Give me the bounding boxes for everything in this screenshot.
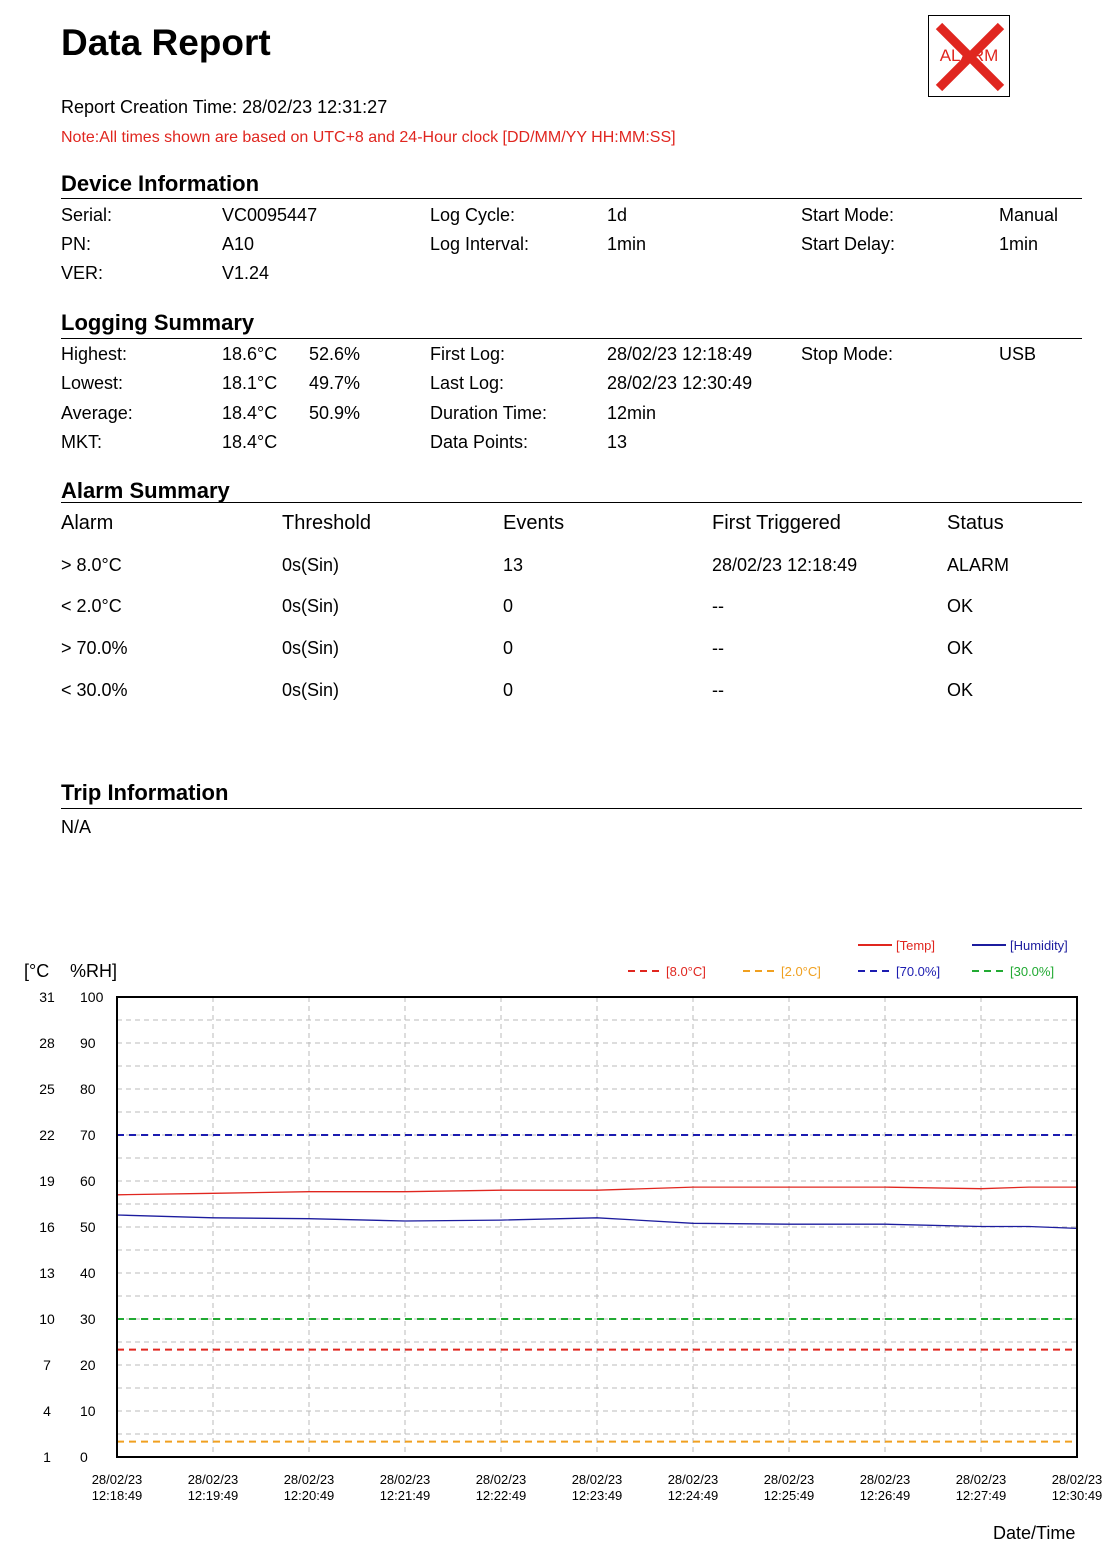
x-tick-time: 12:30:49: [1051, 1488, 1103, 1503]
temp-axis-label: [°C: [24, 961, 50, 981]
x-tick-date: 28/02/23: [283, 1472, 335, 1487]
data-points-value: 13: [607, 432, 628, 452]
x-axis-label: Date/Time: [993, 1523, 1076, 1543]
temp-tick-label: 1: [43, 1449, 51, 1465]
threshold-col-header: Threshold: [282, 512, 371, 534]
duration-label: Duration Time:: [430, 403, 548, 423]
serial-label: Serial:: [61, 205, 113, 225]
x-tick-date: 28/02/23: [859, 1472, 911, 1487]
humidity-tick-label: 100: [80, 989, 104, 1005]
humidity-tick-label: 90: [80, 1035, 96, 1051]
humidity-tick-label: 20: [80, 1357, 96, 1373]
humidity-tick-label: 70: [80, 1127, 96, 1143]
temp-tick-label: 13: [39, 1265, 55, 1281]
events-cell: 13: [503, 555, 524, 575]
alarm-badge: [928, 15, 1010, 97]
temp-tick-label: 7: [43, 1357, 51, 1373]
x-tick-date: 28/02/23: [667, 1472, 719, 1487]
x-tick-date: 28/02/23: [91, 1472, 143, 1487]
trip-info-value: N/A: [61, 817, 92, 837]
mkt-label: MKT:: [61, 432, 103, 452]
mkt-temp: 18.4°C: [222, 432, 278, 452]
serial-value: VC0095447: [222, 205, 318, 225]
report-creation-time: Report Creation Time: 28/02/23 12:31:27: [61, 97, 388, 117]
lowest-temp: 18.1°C: [222, 373, 278, 393]
legend-label-humidity: [Humidity]: [1010, 938, 1068, 953]
duration-value: 12min: [607, 403, 657, 423]
humidity-tick-label: 50: [80, 1219, 96, 1235]
ver-label: VER:: [61, 263, 104, 283]
highest-label: Highest:: [61, 344, 128, 364]
temp-tick-label: 31: [39, 989, 55, 1005]
events-col-header: Events: [503, 512, 565, 534]
alarm-cell: < 30.0%: [61, 680, 128, 700]
average-humidity: 50.9%: [309, 403, 361, 423]
logging-summary-heading: Logging Summary: [61, 310, 255, 335]
humidity-tick-label: 80: [80, 1081, 96, 1097]
x-tick-time: 12:25:49: [763, 1488, 815, 1503]
first-triggered-cell: --: [712, 638, 724, 658]
first-triggered-cell: 28/02/23 12:18:49: [712, 555, 858, 575]
highest-temp: 18.6°C: [222, 344, 278, 364]
temp-tick-label: 19: [39, 1173, 55, 1189]
threshold-cell: 0s(Sin): [282, 680, 340, 700]
log-interval-label: Log Interval:: [430, 234, 530, 254]
threshold-cell: 0s(Sin): [282, 596, 340, 616]
x-tick-date: 28/02/23: [763, 1472, 815, 1487]
humidity-tick-label: 30: [80, 1311, 96, 1327]
x-tick-time: 12:19:49: [187, 1488, 239, 1503]
temp-series-line: [117, 1187, 1077, 1195]
stop-mode-value: USB: [999, 344, 1037, 364]
events-cell: 0: [503, 596, 514, 616]
temp-tick-label: 22: [39, 1127, 55, 1143]
x-tick-date: 28/02/23: [571, 1472, 623, 1487]
status-cell: OK: [947, 680, 974, 700]
legend-label-h-low: [30.0%]: [1010, 964, 1055, 979]
start-delay-label: Start Delay:: [801, 234, 896, 254]
x-tick-time: 12:26:49: [859, 1488, 911, 1503]
timezone-note: Note:All times shown are based on UTC+8 and 24-Hour clock [DD/MM/YY HH:MM:SS]: [61, 129, 676, 146]
x-tick-time: 12:27:49: [955, 1488, 1007, 1503]
divider: [61, 198, 1082, 199]
temp-tick-label: 25: [39, 1081, 55, 1097]
data-points-label: Data Points:: [430, 432, 529, 452]
highest-humidity: 52.6%: [309, 344, 361, 364]
status-cell: ALARM: [947, 555, 1010, 575]
divider: [61, 502, 1082, 503]
humidity-axis-label: %RH]: [70, 961, 118, 981]
last-log-label: Last Log:: [430, 373, 505, 393]
status-cell: OK: [947, 638, 974, 658]
x-tick-time: 12:23:49: [571, 1488, 623, 1503]
lowest-humidity: 49.7%: [309, 373, 361, 393]
log-cycle-label: Log Cycle:: [430, 205, 516, 225]
legend-label-t-low: [2.0°C]: [781, 964, 821, 979]
x-tick-date: 28/02/23: [1051, 1472, 1103, 1487]
ver-value: V1.24: [222, 263, 270, 283]
last-log-value: 28/02/23 12:30:49: [607, 373, 753, 393]
pn-label: PN:: [61, 234, 92, 254]
events-cell: 0: [503, 638, 514, 658]
pn-value: A10: [222, 234, 255, 254]
x-tick-date: 28/02/23: [187, 1472, 239, 1487]
average-temp: 18.4°C: [222, 403, 278, 423]
threshold-cell: 0s(Sin): [282, 638, 340, 658]
temp-tick-label: 4: [43, 1403, 51, 1419]
x-tick-time: 12:22:49: [475, 1488, 527, 1503]
alarm-cell: > 70.0%: [61, 638, 128, 658]
start-mode-value: Manual: [999, 205, 1059, 225]
first-triggered-col-header: First Triggered: [712, 512, 841, 534]
humidity-tick-label: 60: [80, 1173, 96, 1189]
x-tick-time: 12:21:49: [379, 1488, 431, 1503]
lowest-label: Lowest:: [61, 373, 124, 393]
first-triggered-cell: --: [712, 596, 724, 616]
status-col-header: Status: [947, 512, 1004, 534]
alarm-cell: > 8.0°C: [61, 555, 122, 575]
humidity-series-line: [117, 1215, 1077, 1228]
status-cell: OK: [947, 596, 974, 616]
log-interval-value: 1min: [607, 234, 647, 254]
alarm-summary-heading: Alarm Summary: [61, 478, 230, 503]
device-info-heading: Device Information: [61, 171, 260, 196]
x-tick-time: 12:18:49: [91, 1488, 143, 1503]
start-delay-value: 1min: [999, 234, 1039, 254]
legend-label-t-high: [8.0°C]: [666, 964, 706, 979]
humidity-tick-label: 10: [80, 1403, 96, 1419]
temp-tick-label: 10: [39, 1311, 55, 1327]
temp-tick-label: 28: [39, 1035, 55, 1051]
x-tick-time: 12:20:49: [283, 1488, 335, 1503]
humidity-tick-label: 40: [80, 1265, 96, 1281]
threshold-cell: 0s(Sin): [282, 555, 340, 575]
x-tick-date: 28/02/23: [379, 1472, 431, 1487]
x-tick-time: 12:24:49: [667, 1488, 719, 1503]
first-triggered-cell: --: [712, 680, 724, 700]
legend-label-temp: [Temp]: [896, 938, 936, 953]
x-tick-date: 28/02/23: [955, 1472, 1007, 1487]
page-title: Data Report: [61, 22, 271, 63]
divider: [61, 338, 1082, 339]
alarm-col-header: Alarm: [61, 512, 114, 534]
events-cell: 0: [503, 680, 514, 700]
start-mode-label: Start Mode:: [801, 205, 895, 225]
trip-info-heading: Trip Information: [61, 780, 229, 805]
log-cycle-value: 1d: [607, 205, 628, 225]
first-log-label: First Log:: [430, 344, 506, 364]
legend-label-h-high: [70.0%]: [896, 964, 941, 979]
temp-tick-label: 16: [39, 1219, 55, 1235]
divider: [61, 808, 1082, 809]
humidity-tick-label: 0: [80, 1449, 88, 1465]
first-log-value: 28/02/23 12:18:49: [607, 344, 753, 364]
alarm-cell: < 2.0°C: [61, 596, 122, 616]
alarm-badge-label: ALARM: [939, 46, 999, 65]
x-tick-date: 28/02/23: [475, 1472, 527, 1487]
plot-frame: [117, 997, 1077, 1457]
stop-mode-label: Stop Mode:: [801, 344, 894, 364]
average-label: Average:: [61, 403, 133, 423]
